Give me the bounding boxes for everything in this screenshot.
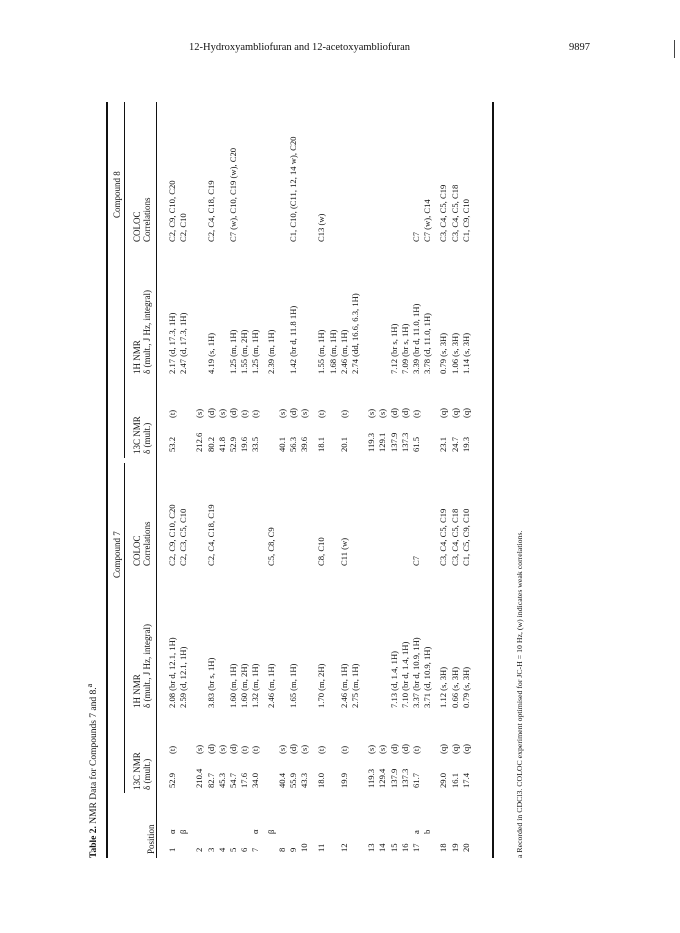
running-title: 12-Hydroxyambliofuran and 12-acetoxyambliofuran bbox=[189, 42, 411, 53]
c13-shift-8: 18.1 bbox=[316, 436, 327, 452]
c13-mult-7: (s) bbox=[377, 744, 388, 754]
table-row bbox=[378, 102, 389, 858]
table-row bbox=[179, 102, 190, 858]
c13-mult-7: (d) bbox=[205, 743, 216, 754]
position-cell: 20 bbox=[460, 843, 471, 852]
h1-header-7-line1: 1H NMR bbox=[132, 674, 142, 708]
coloc-8: C7 bbox=[411, 231, 421, 242]
c13-mult-7: (t) bbox=[250, 745, 261, 754]
coloc-8: C13 (w) bbox=[316, 213, 327, 242]
position-sub-cell: α bbox=[250, 829, 261, 834]
c13-mult-8: (d) bbox=[228, 407, 238, 418]
coloc-8: C7 (w), C10, C19 (w), C20 bbox=[228, 147, 238, 242]
h1-data-8: 1.06 (s, 3H) bbox=[449, 332, 460, 374]
c13-shift-7: 119.3 bbox=[366, 768, 377, 788]
coloc-7: C2, C9, C10, C20 bbox=[167, 504, 177, 566]
c13-mult-8: (q) bbox=[438, 407, 449, 418]
c13-shift-8: 56.3 bbox=[288, 436, 298, 452]
compound7-span-rule bbox=[124, 463, 125, 793]
coloc-7: C8, C10 bbox=[316, 537, 327, 566]
c13-mult-8: (s) bbox=[366, 408, 377, 418]
h1-header-8 bbox=[132, 290, 152, 374]
position-header: Position bbox=[146, 824, 156, 854]
h1-data-7: 1.60 (m, 1H) bbox=[228, 663, 238, 708]
coloc-8: C3, C4, C5, C19 bbox=[438, 184, 449, 242]
c13-shift-7: 29.0 bbox=[438, 772, 449, 788]
coloc-header-8-line1: COLOC bbox=[132, 211, 142, 242]
c13-shift-7: 19.9 bbox=[338, 772, 349, 788]
coloc-7: C1, C5, C9, C10 bbox=[460, 508, 471, 566]
coloc-7: C5, C8, C9 bbox=[265, 527, 276, 566]
position-sub-cell: β bbox=[178, 829, 189, 834]
c13-header-8-line2: δ (mult.) bbox=[142, 422, 152, 454]
table-row bbox=[329, 102, 340, 858]
position-cell: 7 bbox=[250, 847, 261, 852]
c13-mult-8: (s) bbox=[216, 408, 227, 418]
position-cell: 10 bbox=[299, 843, 310, 852]
c13-mult-8: (t) bbox=[316, 409, 327, 418]
h1-data-8: 2.17 (d, 17.3, 1H) bbox=[167, 312, 177, 374]
c13-mult-8: (q) bbox=[449, 407, 460, 418]
h1-data-8: 0.79 (s, 3H) bbox=[438, 332, 449, 374]
table-row bbox=[300, 102, 311, 858]
page-edge-mark bbox=[674, 40, 675, 58]
c13-shift-8: 53.2 bbox=[167, 436, 177, 452]
h1-data-7: 1.70 (m, 2H) bbox=[316, 663, 327, 708]
position-cell: 6 bbox=[239, 847, 250, 852]
h1-data-8: 1.14 (s, 3H) bbox=[460, 332, 471, 374]
h1-data-7: 2.46 (m, 1H) bbox=[338, 663, 349, 708]
c13-header-7 bbox=[132, 752, 152, 790]
c13-mult-7: (s) bbox=[366, 744, 377, 754]
position-cell: 16 bbox=[399, 843, 410, 852]
c13-mult-8: (d) bbox=[399, 407, 410, 418]
c13-mult-7: (q) bbox=[460, 743, 471, 754]
c13-shift-8: 19.6 bbox=[239, 436, 250, 452]
c13-shift-7: 129.4 bbox=[377, 768, 388, 788]
position-cell: 11 bbox=[316, 843, 327, 852]
position-cell: 1 bbox=[167, 847, 177, 852]
coloc-header-7-line2: Correlations bbox=[142, 521, 152, 566]
c13-shift-7: 16.1 bbox=[449, 772, 460, 788]
h1-data-7: 7.13 (d, 1.4, 1H) bbox=[388, 650, 399, 708]
c13-shift-7: 210.4 bbox=[194, 768, 205, 788]
c13-shift-8: 41.8 bbox=[216, 436, 227, 452]
table-top-rule bbox=[106, 102, 108, 858]
c13-shift-7: 43.3 bbox=[299, 772, 310, 788]
table-row bbox=[195, 102, 206, 858]
c13-mult-7: (s) bbox=[276, 744, 287, 754]
coloc-7: C3, C4, C5, C19 bbox=[438, 508, 449, 566]
table-footnote: a Recorded in CDCl3. COLOC experiment optimised for JC-H = 10 Hz, (w) indicates weak correlations. bbox=[515, 530, 524, 858]
coloc-7: C2, C3, C5, C10 bbox=[178, 508, 189, 566]
c13-shift-8: 20.1 bbox=[338, 436, 349, 452]
c13-shift-8: 119.3 bbox=[366, 432, 377, 452]
c13-shift-8: 24.7 bbox=[449, 436, 460, 452]
h1-header-8-line1: 1H NMR bbox=[132, 340, 142, 374]
c13-shift-7: 34.0 bbox=[250, 772, 261, 788]
h1-data-7: 1.32 (m, 1H) bbox=[250, 663, 261, 708]
c13-shift-7: 40.4 bbox=[276, 772, 287, 788]
c13-shift-7: 17.6 bbox=[239, 772, 250, 788]
table-bottom-rule bbox=[492, 102, 494, 858]
c13-mult-7: (d) bbox=[388, 743, 399, 754]
c13-shift-7: 54.7 bbox=[228, 772, 238, 788]
h1-data-8: 1.42 (br d, 11.8 1H) bbox=[288, 305, 298, 374]
c13-header-7-line1: 13C NMR bbox=[132, 752, 142, 790]
c13-mult-8: (d) bbox=[388, 407, 399, 418]
position-cell: 14 bbox=[377, 843, 388, 852]
c13-mult-8: (t) bbox=[250, 409, 261, 418]
position-sub-cell: b bbox=[422, 829, 433, 834]
table-row bbox=[451, 102, 462, 858]
position-cell: 4 bbox=[216, 847, 227, 852]
position-cell: 15 bbox=[388, 843, 399, 852]
h1-data-8: 1.25 (m, 1H) bbox=[228, 329, 238, 374]
h1-data-8: 2.74 (dd, 16.6, 6.3, 1H) bbox=[350, 293, 360, 374]
c13-shift-8: 33.5 bbox=[250, 436, 261, 452]
h1-data-8: 2.47 (d, 17.3, 1H) bbox=[178, 312, 189, 374]
h1-data-7: 7.10 (br d, 1.4, 1H) bbox=[399, 641, 410, 708]
c13-mult-8: (t) bbox=[411, 409, 421, 418]
c13-mult-8: (s) bbox=[194, 408, 205, 418]
c13-mult-8: (s) bbox=[299, 408, 310, 418]
c13-mult-8: (s) bbox=[377, 408, 388, 418]
c13-shift-8: 39.6 bbox=[299, 436, 310, 452]
c13-mult-7: (s) bbox=[216, 744, 227, 754]
table-caption bbox=[86, 684, 100, 858]
c13-shift-7: 61.7 bbox=[411, 772, 421, 788]
table-row bbox=[439, 102, 450, 858]
h1-data-8: 1.68 (m, 1H) bbox=[327, 329, 338, 374]
c13-mult-8: (d) bbox=[288, 407, 298, 418]
c13-shift-8: 129.1 bbox=[377, 432, 388, 452]
c13-shift-8: 61.5 bbox=[411, 436, 421, 452]
c13-shift-8: 137.9 bbox=[388, 432, 399, 452]
c13-header-8 bbox=[132, 416, 152, 454]
c13-mult-8: (t) bbox=[239, 409, 250, 418]
c13-mult-7: (s) bbox=[299, 744, 310, 754]
caption-text: NMR Data for Compounds 7 and 8. bbox=[89, 687, 100, 824]
c13-header-7-line2: δ (mult.) bbox=[142, 758, 152, 790]
coloc-7: C11 (w) bbox=[338, 537, 349, 566]
caption-label: Table 2. bbox=[89, 826, 100, 858]
h1-data-8: 2.46 (m, 1H) bbox=[338, 329, 349, 374]
c13-shift-7: 45.3 bbox=[216, 772, 227, 788]
table-row bbox=[462, 102, 473, 858]
h1-data-8: 1.55 (m, 2H) bbox=[239, 329, 250, 374]
c13-shift-8: 40.1 bbox=[276, 436, 287, 452]
coloc-8: C7 (w), C14 bbox=[422, 199, 433, 242]
c13-shift-8: 19.3 bbox=[460, 436, 471, 452]
h1-data-7: 2.46 (m, 1H) bbox=[265, 663, 276, 708]
coloc-8: C2, C9, C10, C20 bbox=[167, 180, 177, 242]
coloc-8: C2, C10 bbox=[178, 213, 189, 242]
table-row bbox=[267, 102, 278, 858]
h1-data-7: 1.12 (s, 3H) bbox=[438, 666, 449, 708]
c13-mult-7: (q) bbox=[438, 743, 449, 754]
coloc-8: C1, C9, C10 bbox=[460, 199, 471, 242]
position-cell: 5 bbox=[228, 847, 238, 852]
caption-footnote-mark: a bbox=[85, 683, 94, 688]
c13-shift-7: 55.9 bbox=[288, 772, 298, 788]
h1-data-7: 2.08 (br d, 12.1, 1H) bbox=[167, 637, 177, 708]
c13-shift-7: 137.3 bbox=[399, 768, 410, 788]
coloc-7: C3, C4, C5, C18 bbox=[449, 508, 460, 566]
c13-shift-8: 80.2 bbox=[205, 436, 216, 452]
h1-header-7 bbox=[132, 624, 152, 708]
c13-mult-7: (t) bbox=[316, 745, 327, 754]
table-row bbox=[240, 102, 251, 858]
c13-shift-8: 52.9 bbox=[228, 436, 238, 452]
page-number: 9897 bbox=[569, 42, 590, 53]
h1-data-8: 1.25 (m, 1H) bbox=[250, 329, 261, 374]
c13-mult-7: (s) bbox=[194, 744, 205, 754]
h1-data-7: 1.60 (m, 2H) bbox=[239, 663, 250, 708]
coloc-header-7-line1: COLOC bbox=[132, 535, 142, 566]
h1-data-8: 3.39 (br d, 11.0, 1H) bbox=[411, 303, 421, 374]
h1-data-7: 3.71 (d, 10.9, 1H) bbox=[422, 646, 433, 708]
position-sub-cell: a bbox=[411, 830, 421, 834]
position-cell: 19 bbox=[449, 843, 460, 852]
table-row bbox=[317, 102, 328, 858]
h1-data-7: 3.83 (br s, 1H) bbox=[205, 657, 216, 708]
h1-header-8-line2: δ (mult., J Hz, integral) bbox=[142, 290, 152, 374]
h1-data-7: 0.66 (s, 3H) bbox=[449, 666, 460, 708]
c13-shift-8: 212.6 bbox=[194, 432, 205, 452]
c13-mult-7: (t) bbox=[338, 745, 349, 754]
coloc-7: C7 bbox=[411, 555, 421, 566]
table-row bbox=[340, 102, 351, 858]
position-cell: 18 bbox=[438, 843, 449, 852]
h1-data-7: 2.59 (d, 12.1, 1H) bbox=[178, 646, 189, 708]
c13-shift-7: 18.0 bbox=[316, 772, 327, 788]
c13-mult-8: (d) bbox=[205, 407, 216, 418]
c13-shift-8: 137.3 bbox=[399, 432, 410, 452]
h1-data-8: 4.19 (s, 1H) bbox=[205, 332, 216, 374]
position-cell: 12 bbox=[338, 843, 349, 852]
h1-data-8: 2.39 (m, 1H) bbox=[265, 329, 276, 374]
c13-shift-7: 137.9 bbox=[388, 768, 399, 788]
h1-data-8: 7.09 (br s, 1H) bbox=[399, 323, 410, 374]
h1-data-7: 3.37 (br d, 10.9, 1H) bbox=[411, 637, 421, 708]
coloc-8: C3, C4, C5, C18 bbox=[449, 184, 460, 242]
coloc-8: C1, C10, (C11, 12, 14 w), C20 bbox=[288, 136, 298, 242]
table-row bbox=[401, 102, 412, 858]
coloc-header-7 bbox=[132, 522, 152, 567]
coloc-header-8-line2: Correlations bbox=[142, 197, 152, 242]
table-header-rule bbox=[156, 102, 157, 858]
c13-mult-7: (t) bbox=[411, 745, 421, 754]
c13-shift-7: 82.7 bbox=[205, 772, 216, 788]
h1-data-7: 2.75 (m, 1H) bbox=[350, 663, 360, 708]
c13-mult-7: (q) bbox=[449, 743, 460, 754]
h1-data-8: 1.55 (m, 1H) bbox=[316, 329, 327, 374]
position-cell: 9 bbox=[288, 847, 298, 852]
table-row bbox=[351, 102, 362, 858]
c13-mult-8: (s) bbox=[276, 408, 287, 418]
table-row bbox=[207, 102, 218, 858]
c13-mult-7: (d) bbox=[228, 743, 238, 754]
compound8-heading: Compound 8 bbox=[112, 171, 122, 218]
coloc-8: C2, C4, C18, C19 bbox=[205, 180, 216, 242]
c13-mult-7: (d) bbox=[288, 743, 298, 754]
c13-mult-8: (t) bbox=[167, 409, 177, 418]
position-cell: 17 bbox=[411, 843, 421, 852]
coloc-header-8 bbox=[132, 198, 152, 243]
position-cell: 2 bbox=[194, 847, 205, 852]
c13-shift-7: 52.9 bbox=[167, 772, 177, 788]
c13-mult-7: (d) bbox=[399, 743, 410, 754]
table-row bbox=[423, 102, 434, 858]
h1-header-7-line2: δ (mult., J Hz, integral) bbox=[142, 624, 152, 708]
nmr-table-rotated bbox=[80, 98, 540, 858]
page-header bbox=[0, 42, 680, 58]
compound8-span-rule bbox=[124, 102, 125, 458]
c13-shift-7: 17.4 bbox=[460, 772, 471, 788]
table-row bbox=[390, 102, 401, 858]
c13-mult-7: (t) bbox=[167, 745, 177, 754]
h1-data-7: 1.65 (m, 1H) bbox=[288, 663, 298, 708]
position-sub-cell: α bbox=[167, 829, 177, 834]
c13-mult-8: (t) bbox=[338, 409, 349, 418]
position-cell: 13 bbox=[366, 843, 377, 852]
h1-data-7: 0.79 (s, 3H) bbox=[460, 666, 471, 708]
compound7-heading: Compound 7 bbox=[112, 531, 122, 578]
h1-data-8: 7.12 (br s, 1H) bbox=[388, 323, 399, 374]
c13-mult-7: (t) bbox=[239, 745, 250, 754]
position-cell: 8 bbox=[276, 847, 287, 852]
h1-data-8: 3.78 (d, 11.0, 1H) bbox=[422, 312, 433, 374]
position-sub-cell: β bbox=[265, 829, 276, 834]
table-row bbox=[229, 102, 240, 858]
c13-header-8-line1: 13C NMR bbox=[132, 416, 142, 454]
c13-shift-8: 23.1 bbox=[438, 436, 449, 452]
coloc-7: C2, C4, C18, C19 bbox=[205, 504, 216, 566]
c13-mult-8: (q) bbox=[460, 407, 471, 418]
table-row bbox=[251, 102, 262, 858]
position-cell: 3 bbox=[205, 847, 216, 852]
